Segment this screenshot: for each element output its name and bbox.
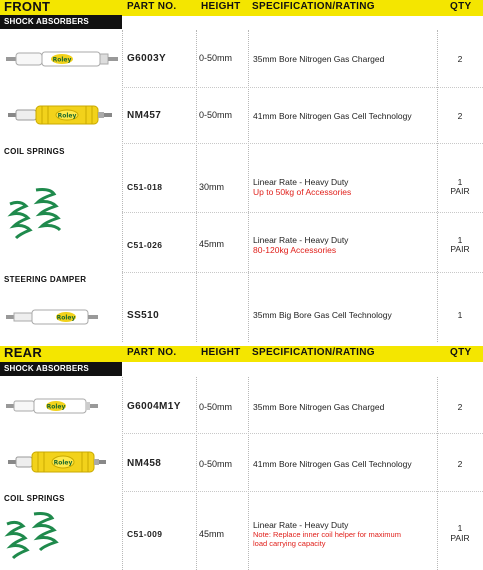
steering-damper-image [6,307,98,327]
height-value: 45mm [199,239,225,249]
spec-column-header: SPECIFICATION/RATING [252,1,375,12]
shock-absorber-image [8,450,106,474]
row-divider [122,272,483,273]
qty-value: 2 [457,111,463,121]
column-divider [122,30,123,342]
part-no-column-header: PART NO. [127,347,177,358]
part-number: C51-009 [127,529,163,539]
spec-column-header: SPECIFICATION/RATING [252,347,375,358]
part-number: NM458 [127,458,162,469]
height-value: 45mm [199,529,225,539]
part-no-column-header: PART NO. [127,1,177,12]
part-number: C51-026 [127,240,163,250]
svg-text:Roley: Roley [52,56,72,64]
qty-unit: PAIR [450,244,470,254]
qty-value: 1 [457,177,463,187]
column-divider [437,377,438,570]
height-column-header: HEIGHT [201,1,241,12]
steering-damper-heading: STEERING DAMPER [4,275,87,284]
subheader-label: SHOCK ABSORBERS [4,17,89,26]
height-column-header: HEIGHT [201,347,241,358]
height-value: 0-50mm [199,459,233,469]
spec-text: Linear Rate - Heavy Duty [253,177,349,187]
svg-text:Roley: Roley [57,112,77,120]
shock-absorber-image [8,104,112,126]
row-divider [122,491,483,492]
column-divider [122,377,123,570]
front-coil-springs-heading: COIL SPRINGS [4,147,65,156]
column-divider [437,30,438,342]
shock-absorber-image [6,396,98,416]
qty-value: 2 [457,459,463,469]
front-section-title: FRONT [4,0,51,14]
rear-shock-absorbers-subheader [0,362,122,376]
front-shock-absorbers-subheader [0,15,122,29]
shock-absorber-image [6,48,118,70]
column-divider [196,377,197,570]
svg-text:Roley: Roley [56,314,76,322]
coil-spring-image [4,510,64,562]
column-divider [248,30,249,342]
spec-text: 35mm Bore Nitrogen Gas Charged [253,54,385,64]
qty-value: 1 [457,235,463,245]
spec-note: 80-120kg Accessories [253,245,337,255]
height-value: 0-50mm [199,110,233,120]
spec-text: 41mm Bore Nitrogen Gas Cell Technology [253,111,412,121]
row-divider [122,212,483,213]
qty-unit: PAIR [450,186,470,196]
column-divider [196,30,197,342]
spec-note: load carrying capacity [253,539,326,548]
spec-text: 35mm Big Bore Gas Cell Technology [253,310,392,320]
row-divider [122,143,483,144]
qty-value: 1 [457,523,463,533]
height-value: 30mm [199,182,225,192]
qty-value: 1 [457,310,463,320]
row-divider [122,433,483,434]
part-number: G6003Y [127,53,167,64]
qty-column-header: QTY [450,347,472,358]
part-number: C51-018 [127,182,163,192]
qty-unit: PAIR [450,533,470,543]
part-number: G6004M1Y [127,401,181,412]
spec-text: Linear Rate - Heavy Duty [253,520,349,530]
rear-section-title: REAR [4,345,43,360]
height-value: 0-50mm [199,402,233,412]
coil-spring-image [6,186,68,244]
part-number: NM457 [127,110,162,121]
qty-value: 2 [457,402,463,412]
part-number: SS510 [127,310,160,321]
svg-text:Roley: Roley [53,459,73,467]
spec-note: Note: Replace inner coil helper for maximum [253,530,401,539]
qty-value: 2 [457,54,463,64]
spec-text: Linear Rate - Heavy Duty [253,235,349,245]
spec-text: 35mm Bore Nitrogen Gas Charged [253,402,385,412]
svg-text:Roley: Roley [46,403,66,411]
qty-column-header: QTY [450,1,472,12]
subheader-label: SHOCK ABSORBERS [4,364,89,373]
spec-note: Up to 50kg of Accessories [253,187,352,197]
front-header-band [0,0,483,16]
rear-header-band [0,346,483,362]
rear-coil-springs-heading: COIL SPRINGS [4,494,65,503]
row-divider [122,87,483,88]
spec-text: 41mm Bore Nitrogen Gas Cell Technology [253,459,412,469]
height-value: 0-50mm [199,53,233,63]
column-divider [248,377,249,570]
